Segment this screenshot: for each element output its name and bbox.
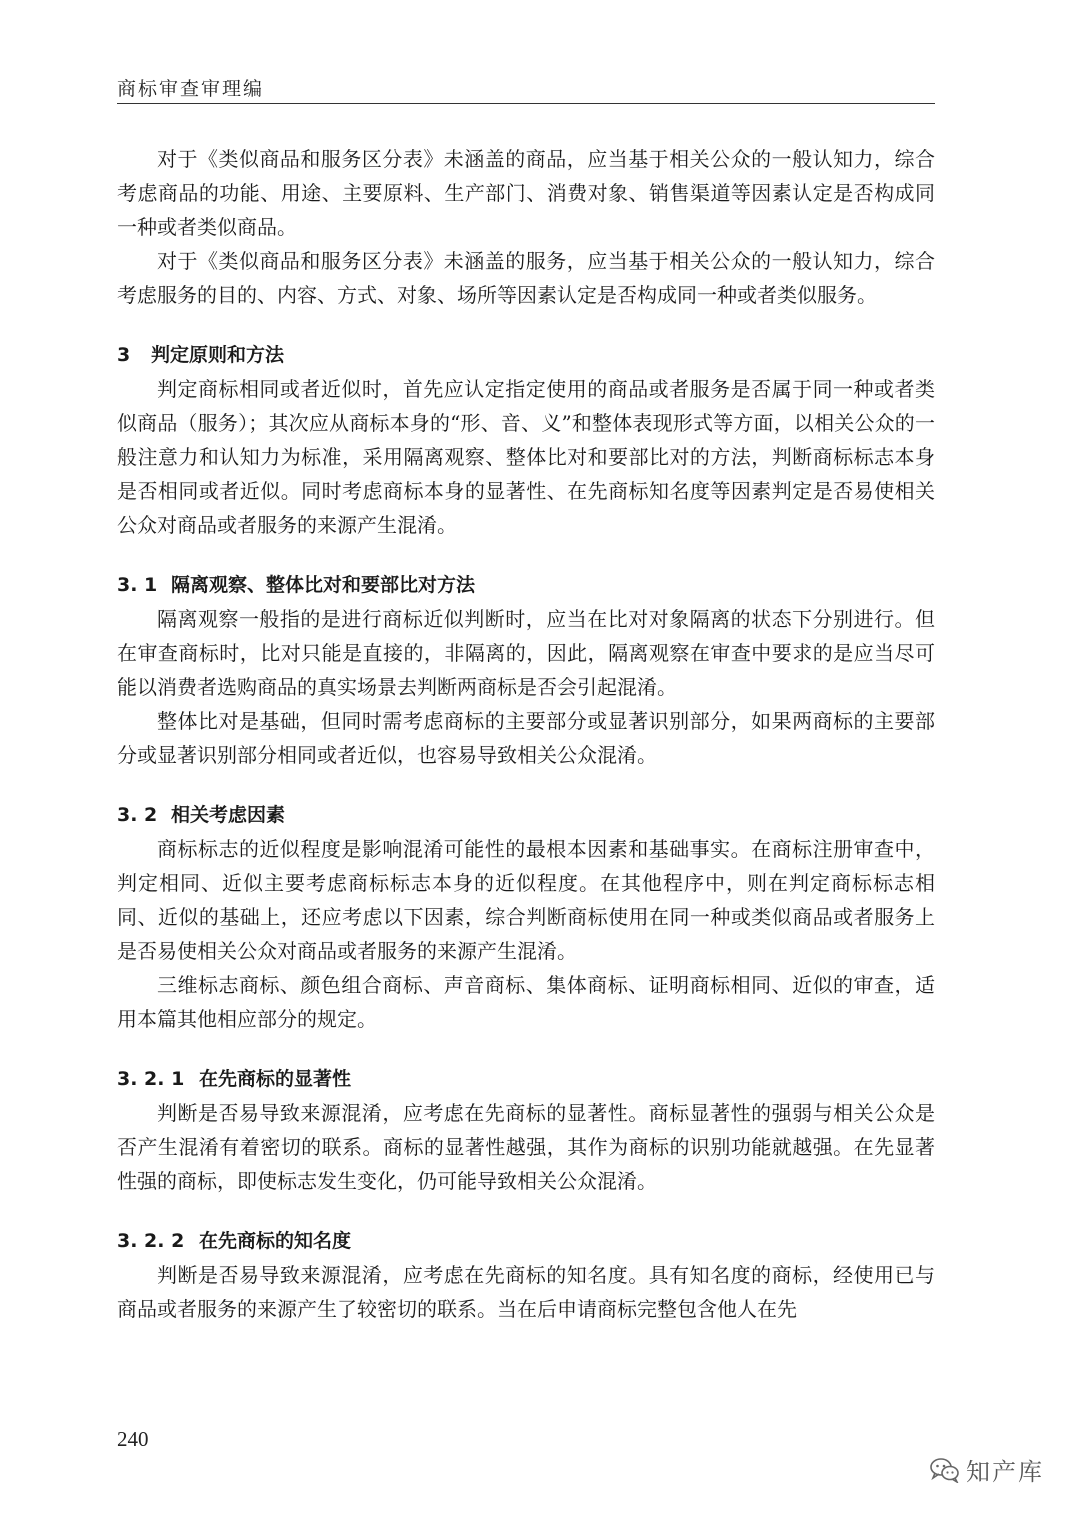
section-title: 隔离观察、整体比对和要部比对方法: [171, 574, 476, 596]
page-number: 240: [117, 1427, 149, 1451]
section-heading-3-2: [117, 798, 935, 832]
section-title: 在先商标的知名度: [199, 1230, 352, 1252]
section-gap: [117, 1036, 935, 1062]
section-title: 在先商标的显著性: [199, 1068, 352, 1090]
section-number: 3. 1: [117, 574, 158, 596]
section-gap: [117, 542, 935, 568]
paragraph-3-2-1: 判断是否易导致来源混淆，应考虑在先商标的显著性。商标显著性的强弱与相关公众是否产生混淆有着密切的联系。商标的显著性越强，其作为商标的识别功能就越强。在先显著性强的商标，即使标志发生变化，仍可能导致相关公众混淆。: [117, 1101, 935, 1193]
watermark: [930, 1452, 1044, 1487]
paragraph-3-2-b: 三维标志商标、颜色组合商标、声音商标、集体商标、证明商标相同、近似的审查，适用本篇其他相应部分的规定。: [117, 973, 935, 1031]
wechat-icon: [930, 1457, 960, 1483]
section-heading-3-1: [117, 568, 935, 602]
running-head-title: 商标审查审理编: [117, 78, 265, 100]
watermark-text: 知产库: [966, 1458, 1044, 1486]
section-number: 3: [117, 344, 131, 366]
section-heading-3-2-1: [117, 1062, 935, 1096]
section-heading-3-2-2: [117, 1224, 935, 1258]
section-gap: [117, 772, 935, 798]
section-title: 判定原则和方法: [151, 344, 285, 366]
page-body: [117, 142, 935, 1326]
paragraph-3-2-a: 商标标志的近似程度是影响混淆可能性的最根本因素和基础事实。在商标注册审查中，判定相同、近似主要考虑商标标志本身的近似程度。在其他程序中，则在判定商标标志相同、近似的基础上，还应考虑以下因素，综合判断商标使用在同一种或类似商品或者服务上是否易使相关公众对商品或者服务的来源产生混淆。: [117, 837, 935, 963]
paragraph-services: 对于《类似商品和服务区分表》未涵盖的服务，应当基于相关公众的一般认知力，综合考虑服务的目的、内容、方式、对象、场所等因素认定是否构成同一种或者类似服务。: [117, 249, 935, 307]
section-number: 3. 2. 2: [117, 1230, 185, 1252]
section-number: 3. 2. 1: [117, 1068, 185, 1090]
section-heading-3: [117, 338, 935, 372]
paragraph-goods: 对于《类似商品和服务区分表》未涵盖的商品，应当基于相关公众的一般认知力，综合考虑商品的功能、用途、主要原料、生产部门、消费对象、销售渠道等因素认定是否构成同一种或者类似商品。: [117, 147, 935, 239]
paragraph-3-1-a: 隔离观察一般指的是进行商标近似判断时，应当在比对对象隔离的状态下分别进行。但在审查商标时，比对只能是直接的，非隔离的，因此，隔离观察在审查中要求的是应当尽可能以消费者选购商品的真实场景去判断两商标是否会引起混淆。: [117, 607, 935, 699]
section-number: 3. 2: [117, 804, 158, 826]
header-divider: [117, 103, 935, 104]
paragraph-3-1-b: 整体比对是基础，但同时需考虑商标的主要部分或显著识别部分，如果两商标的主要部分或显著识别部分相同或者近似，也容易导致相关公众混淆。: [117, 709, 935, 767]
paragraph-3-2-2: 判断是否易导致来源混淆，应考虑在先商标的知名度。具有知名度的商标，经使用已与商品或者服务的来源产生了较密切的联系。当在后申请商标完整包含他人在先: [117, 1263, 935, 1321]
section-title: 相关考虑因素: [171, 804, 286, 826]
section-gap: [117, 1198, 935, 1224]
paragraph-3: 判定商标相同或者近似时，首先应认定指定使用的商品或者服务是否属于同一种或者类似商品（服务）；其次应从商标本身的“形、音、义”和整体表现形式等方面，以相关公众的一般注意力和认知力为标准，采用隔离观察、整体比对和要部比对的方法，判断商标标志本身是否相同或者近似。同时考虑商标本身的显著性、在先商标知名度等因素判定是否易使相关公众对商品或者服务的来源产生混淆。: [117, 377, 935, 537]
section-gap: [117, 312, 935, 338]
